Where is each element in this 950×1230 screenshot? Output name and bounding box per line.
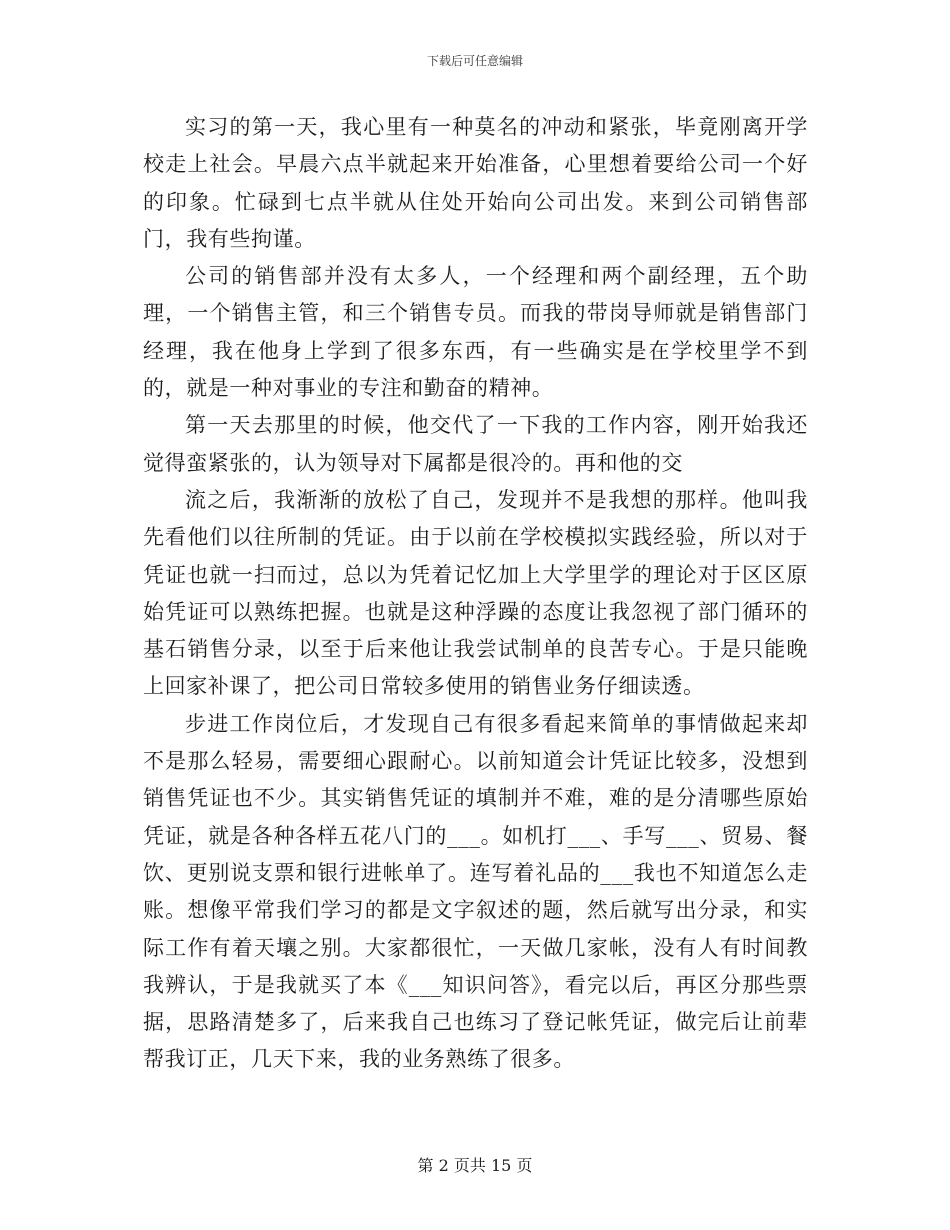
paragraph-work-experience: 步进工作岗位后，才发现自己有很多看起来简单的事情做起来却不是那么轻易，需要细心跟耐心。以前知道会计凭证比较多，没想到销售凭证也不少。其实销售凭证的填制并不难，难的是分清哪些原始凭证，就是各种各样五花八门的___。如机打___、手写___、贸易、餐饮、更别说支票和银行进帐单了。连写着礼品的___我也不知道怎么走账。想像平常我们学习的都是文字叙述的题，然后就写出分录，和实际工作有着天壤之别。大家都很忙，一天做几家帐，没有人有时间教我辨认，于是我就买了本《___知识问答》，看完以后，再区分那些票据，思路清楚多了，后来我自己也练习了登记帐凭证，做完后让前辈帮我订正，几天下来，我的业务熟练了很多。 [143, 711, 808, 1072]
paragraph-first-impression: 第一天去那里的时候，他交代了一下我的工作内容，刚开始我还觉得蛮紧张的，认为领导对下属都是很冷的。再和他的交 [143, 413, 808, 475]
paragraph-first-day: 实习的第一天，我心里有一种莫名的冲动和紧张，毕竟刚离开学校走上社会。早晨六点半就起来开始准备，心里想着要给公司一个好的印象。忙碌到七点半就从住处开始向公司出发。来到公司销售部门，我有些拘谨。 [143, 115, 808, 251]
page-footer: 第 2 页共 15 页 [417, 1156, 533, 1175]
page-header: 下载后可任意编辑 [426, 54, 523, 68]
document-body [143, 109, 808, 1079]
paragraph-sales-department: 公司的销售部并没有太多人，一个经理和两个副经理，五个助理，一个销售主管，和三个销售专员。而我的带岗导师就是销售部门经理，我在他身上学到了很多东西，有一些确实是在学校里学不到的，就是一种对事业的专注和勤奋的精神。 [143, 264, 808, 401]
paragraph-learning-vouchers: 流之后，我渐渐的放松了自己，发现并不是我想的那样。他叫我先看他们以往所制的凭证。由于以前在学校模拟实践经验，所以对于凭证也就一扫而过，总以为凭着记忆加上大学里学的理论对于区区原始凭证可以熟练把握。也就是这种浮躁的态度让我忽视了部门循环的基石销售分录，以至于后来他让我尝试制单的良苦专心。于是只能晚上回家补课了，把公司日常较多使用的销售业务仔细读透。 [143, 487, 808, 699]
